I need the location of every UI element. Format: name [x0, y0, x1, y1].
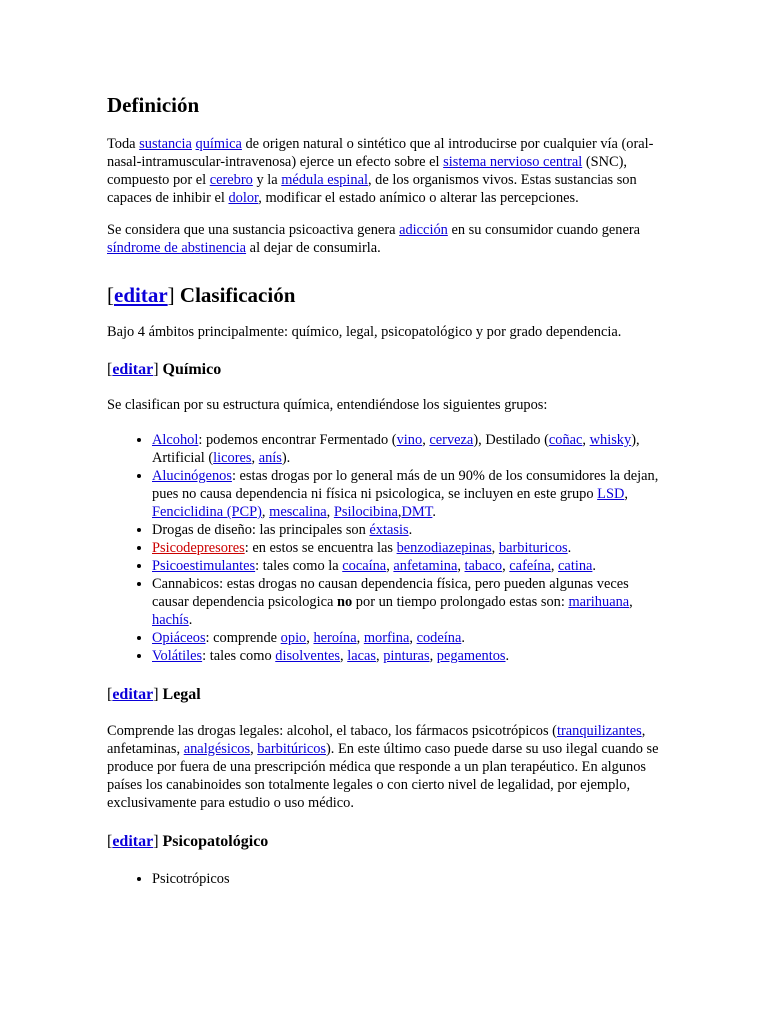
link-whisky[interactable]: whisky: [589, 432, 632, 448]
text: ,: [397, 504, 402, 520]
section-title: Legal: [158, 686, 201, 703]
text: ), Destilado (: [473, 432, 549, 448]
link-dolor[interactable]: dolor: [228, 190, 259, 206]
clasificacion-intro: Bajo 4 ámbitos principalmente: químico, legal, psicopatológico y por grado dependencia.: [107, 324, 622, 340]
text: ,: [340, 648, 348, 664]
text: ,: [356, 630, 364, 646]
bold-text: no: [337, 594, 353, 610]
text: .: [408, 522, 413, 538]
text: Drogas de diseño: las principales son: [152, 522, 370, 538]
definicion-paragraph: [107, 135, 667, 207]
edit-link-quimico[interactable]: editar: [112, 361, 154, 378]
text: ,: [491, 540, 499, 556]
link-benzodiazepinas[interactable]: benzodiazepinas: [396, 540, 492, 556]
heading-quimico: [107, 359, 667, 381]
text: ,: [629, 594, 633, 610]
link-quimica[interactable]: química: [195, 136, 242, 152]
link-heroina[interactable]: heroína: [313, 630, 357, 646]
text: ,: [422, 432, 430, 448]
link-vino[interactable]: vino: [396, 432, 423, 448]
link-dmt[interactable]: DMT: [401, 504, 433, 520]
list-item-psicoestimulantes: [152, 557, 667, 575]
link-cerveza[interactable]: cerveza: [429, 432, 474, 448]
text: ,: [502, 558, 510, 574]
text: ), Artificial (: [152, 432, 640, 466]
text: : tales como: [202, 648, 276, 664]
text: Cannabicos: estas drogas no causan dependencia física, pero pueden algunas veces causar dependencia psicologica: [152, 576, 629, 610]
text: ).: [281, 450, 291, 466]
heading-legal: [107, 684, 667, 706]
link-disolventes[interactable]: disolventes: [275, 648, 341, 664]
link-psilocibina[interactable]: Psilocibina: [333, 504, 398, 520]
list-item-drogas-de-diseno: [152, 521, 667, 539]
text: ,: [409, 630, 417, 646]
bracket: ]: [153, 686, 159, 703]
link-pinturas[interactable]: pinturas: [383, 648, 430, 664]
text: Toda: [107, 136, 140, 152]
link-cafeina[interactable]: cafeína: [509, 558, 551, 574]
link-morfina[interactable]: morfina: [363, 630, 410, 646]
quimico-list: [107, 431, 667, 665]
text: ,: [624, 486, 628, 502]
article-content: [107, 88, 667, 888]
link-barbituricos-legal[interactable]: barbitúricos: [257, 741, 327, 757]
text: : tales como la: [255, 558, 343, 574]
text: : podemos encontrar Fermentado (: [198, 432, 397, 448]
psicopatologico-list: [107, 870, 667, 888]
text: ,: [550, 558, 559, 574]
bracket: ]: [153, 833, 159, 850]
text: al dejar de consumirla.: [246, 240, 381, 256]
bracket: [: [107, 283, 114, 307]
text: ,: [457, 558, 465, 574]
heading-clasificacion: [107, 281, 667, 309]
text: .: [188, 612, 193, 628]
text: .: [592, 558, 597, 574]
adiccion-paragraph: [107, 221, 667, 257]
text: , de los organismos vivos. Estas sustancias son capaces de inhibir el: [107, 172, 637, 206]
link-licores[interactable]: licores: [213, 450, 252, 466]
link-medula-espinal[interactable]: médula espinal: [281, 172, 368, 188]
edit-link-clasificacion[interactable]: editar: [114, 283, 168, 307]
text: .: [567, 540, 572, 556]
legal-paragraph: [107, 722, 667, 812]
link-lsd[interactable]: LSD: [597, 486, 625, 502]
text: : en estos se encuentra las: [244, 540, 397, 556]
link-adiccion[interactable]: adicción: [399, 222, 448, 238]
edit-link-legal[interactable]: editar: [112, 686, 154, 703]
text: ). En este último caso puede darse su uso ilegal cuando se produce por fuera de una prescripción médica que responde a un plan terapéutico. En algunos países los canabinoides son totalmente legales o con cierto nivel de legalidad, por ejemplo, exclusivamente para estudio o uso médico.: [107, 741, 659, 811]
text: ,: [375, 648, 384, 664]
link-sustancia[interactable]: sustancia: [139, 136, 192, 152]
link-pegamentos[interactable]: pegamentos: [436, 648, 506, 664]
link-psicodepresores[interactable]: Psicodepresores: [152, 540, 245, 556]
text: ,: [386, 558, 394, 574]
text: ,: [250, 741, 258, 757]
link-tabaco[interactable]: tabaco: [464, 558, 503, 574]
bracket: ]: [167, 283, 175, 307]
text: ,: [261, 504, 270, 520]
link-alcohol[interactable]: Alcohol: [152, 432, 199, 448]
heading-psicopatologico: [107, 831, 667, 853]
link-catina[interactable]: catina: [558, 558, 593, 574]
link-hachis[interactable]: hachís: [152, 612, 189, 628]
text: en su consumidor cuando genera: [447, 222, 641, 238]
link-marihuana[interactable]: marihuana: [568, 594, 630, 610]
link-anfetamina[interactable]: anfetamina: [393, 558, 458, 574]
link-fenciclidina[interactable]: Fenciclidina (PCP): [152, 504, 262, 520]
text: Se considera que una sustancia psicoactiva genera: [107, 222, 400, 238]
text: ,: [306, 630, 314, 646]
section-title: Químico: [158, 361, 222, 378]
section-title: Clasificación: [174, 283, 296, 307]
link-lacas[interactable]: lacas: [347, 648, 376, 664]
link-analgesicos[interactable]: analgésicos: [183, 741, 251, 757]
link-opiaceos[interactable]: Opiáceos: [152, 630, 206, 646]
text: y la: [252, 172, 282, 188]
text: ,: [326, 504, 334, 520]
link-extasis[interactable]: éxtasis: [369, 522, 409, 538]
list-item-psicotropicos: • Psicotrópicos: [152, 870, 667, 888]
list-item-psicodepresores: [152, 539, 667, 557]
bracket: [: [107, 833, 113, 850]
text: de origen natural o sintético que al introducirse por cualquier vía (oral-nasal-intramuscular-intravenosa) ejerce un efecto sobre el: [107, 136, 654, 170]
list-item-cannabicos: [152, 575, 667, 629]
text: ,: [429, 648, 437, 664]
heading-definicion: Definición: [107, 93, 200, 117]
edit-link-psicopatologico[interactable]: editar: [112, 833, 154, 850]
text: Comprende las drogas legales: alcohol, el tabaco, los fármacos psicotrópicos (: [107, 723, 557, 739]
text: ,: [251, 450, 259, 466]
link-sindrome-de-abstinencia[interactable]: síndrome de abstinencia: [107, 240, 247, 256]
link-codeina[interactable]: codeína: [416, 630, 462, 646]
list-item-alucinogenos: [152, 467, 667, 521]
link-opio[interactable]: opio: [280, 630, 307, 646]
link-alucinogenos[interactable]: Alucinógenos: [152, 468, 232, 484]
text: (SNC), compuesto por el: [107, 154, 627, 188]
text: .: [432, 504, 436, 520]
text: , modificar el estado anímico o alterar las percepciones.: [258, 190, 579, 206]
text: , anfetaminas,: [107, 723, 646, 757]
text: .: [461, 630, 465, 646]
link-sistema-nervioso-central[interactable]: sistema nervioso central: [443, 154, 583, 170]
quimico-intro: Se clasifican por su estructura química, entendiéndose los siguientes grupos:: [107, 397, 548, 413]
list-item-opiaceos: [152, 629, 667, 647]
link-anis[interactable]: anís: [258, 450, 282, 466]
link-conac[interactable]: coñac: [548, 432, 583, 448]
link-mescalina[interactable]: mescalina: [269, 504, 327, 520]
text: : comprende: [205, 630, 281, 646]
bracket: [: [107, 361, 113, 378]
link-tranquilizantes[interactable]: tranquilizantes: [556, 723, 642, 739]
list-item-volatiles: [152, 647, 667, 665]
bracket: [: [107, 686, 113, 703]
list-item-alcohol: [152, 431, 667, 467]
text: .: [505, 648, 510, 664]
link-volatiles[interactable]: Volátiles: [152, 648, 203, 664]
text: ,: [582, 432, 590, 448]
link-cocaina[interactable]: cocaína: [342, 558, 387, 574]
link-cerebro[interactable]: cerebro: [209, 172, 253, 188]
link-psicoestimulantes[interactable]: Psicoestimulantes: [152, 558, 256, 574]
text: : estas drogas por lo general más de un 90% de los consumidores la dejan, pues no causa dependencia ni física ni psicologica, se incluyen en este grupo: [152, 468, 659, 502]
section-title: Psicopatológico: [158, 833, 269, 850]
text: por un tiempo prolongado estas son:: [352, 594, 569, 610]
link-barbituricos[interactable]: barbituricos: [498, 540, 568, 556]
bracket: ]: [153, 361, 159, 378]
